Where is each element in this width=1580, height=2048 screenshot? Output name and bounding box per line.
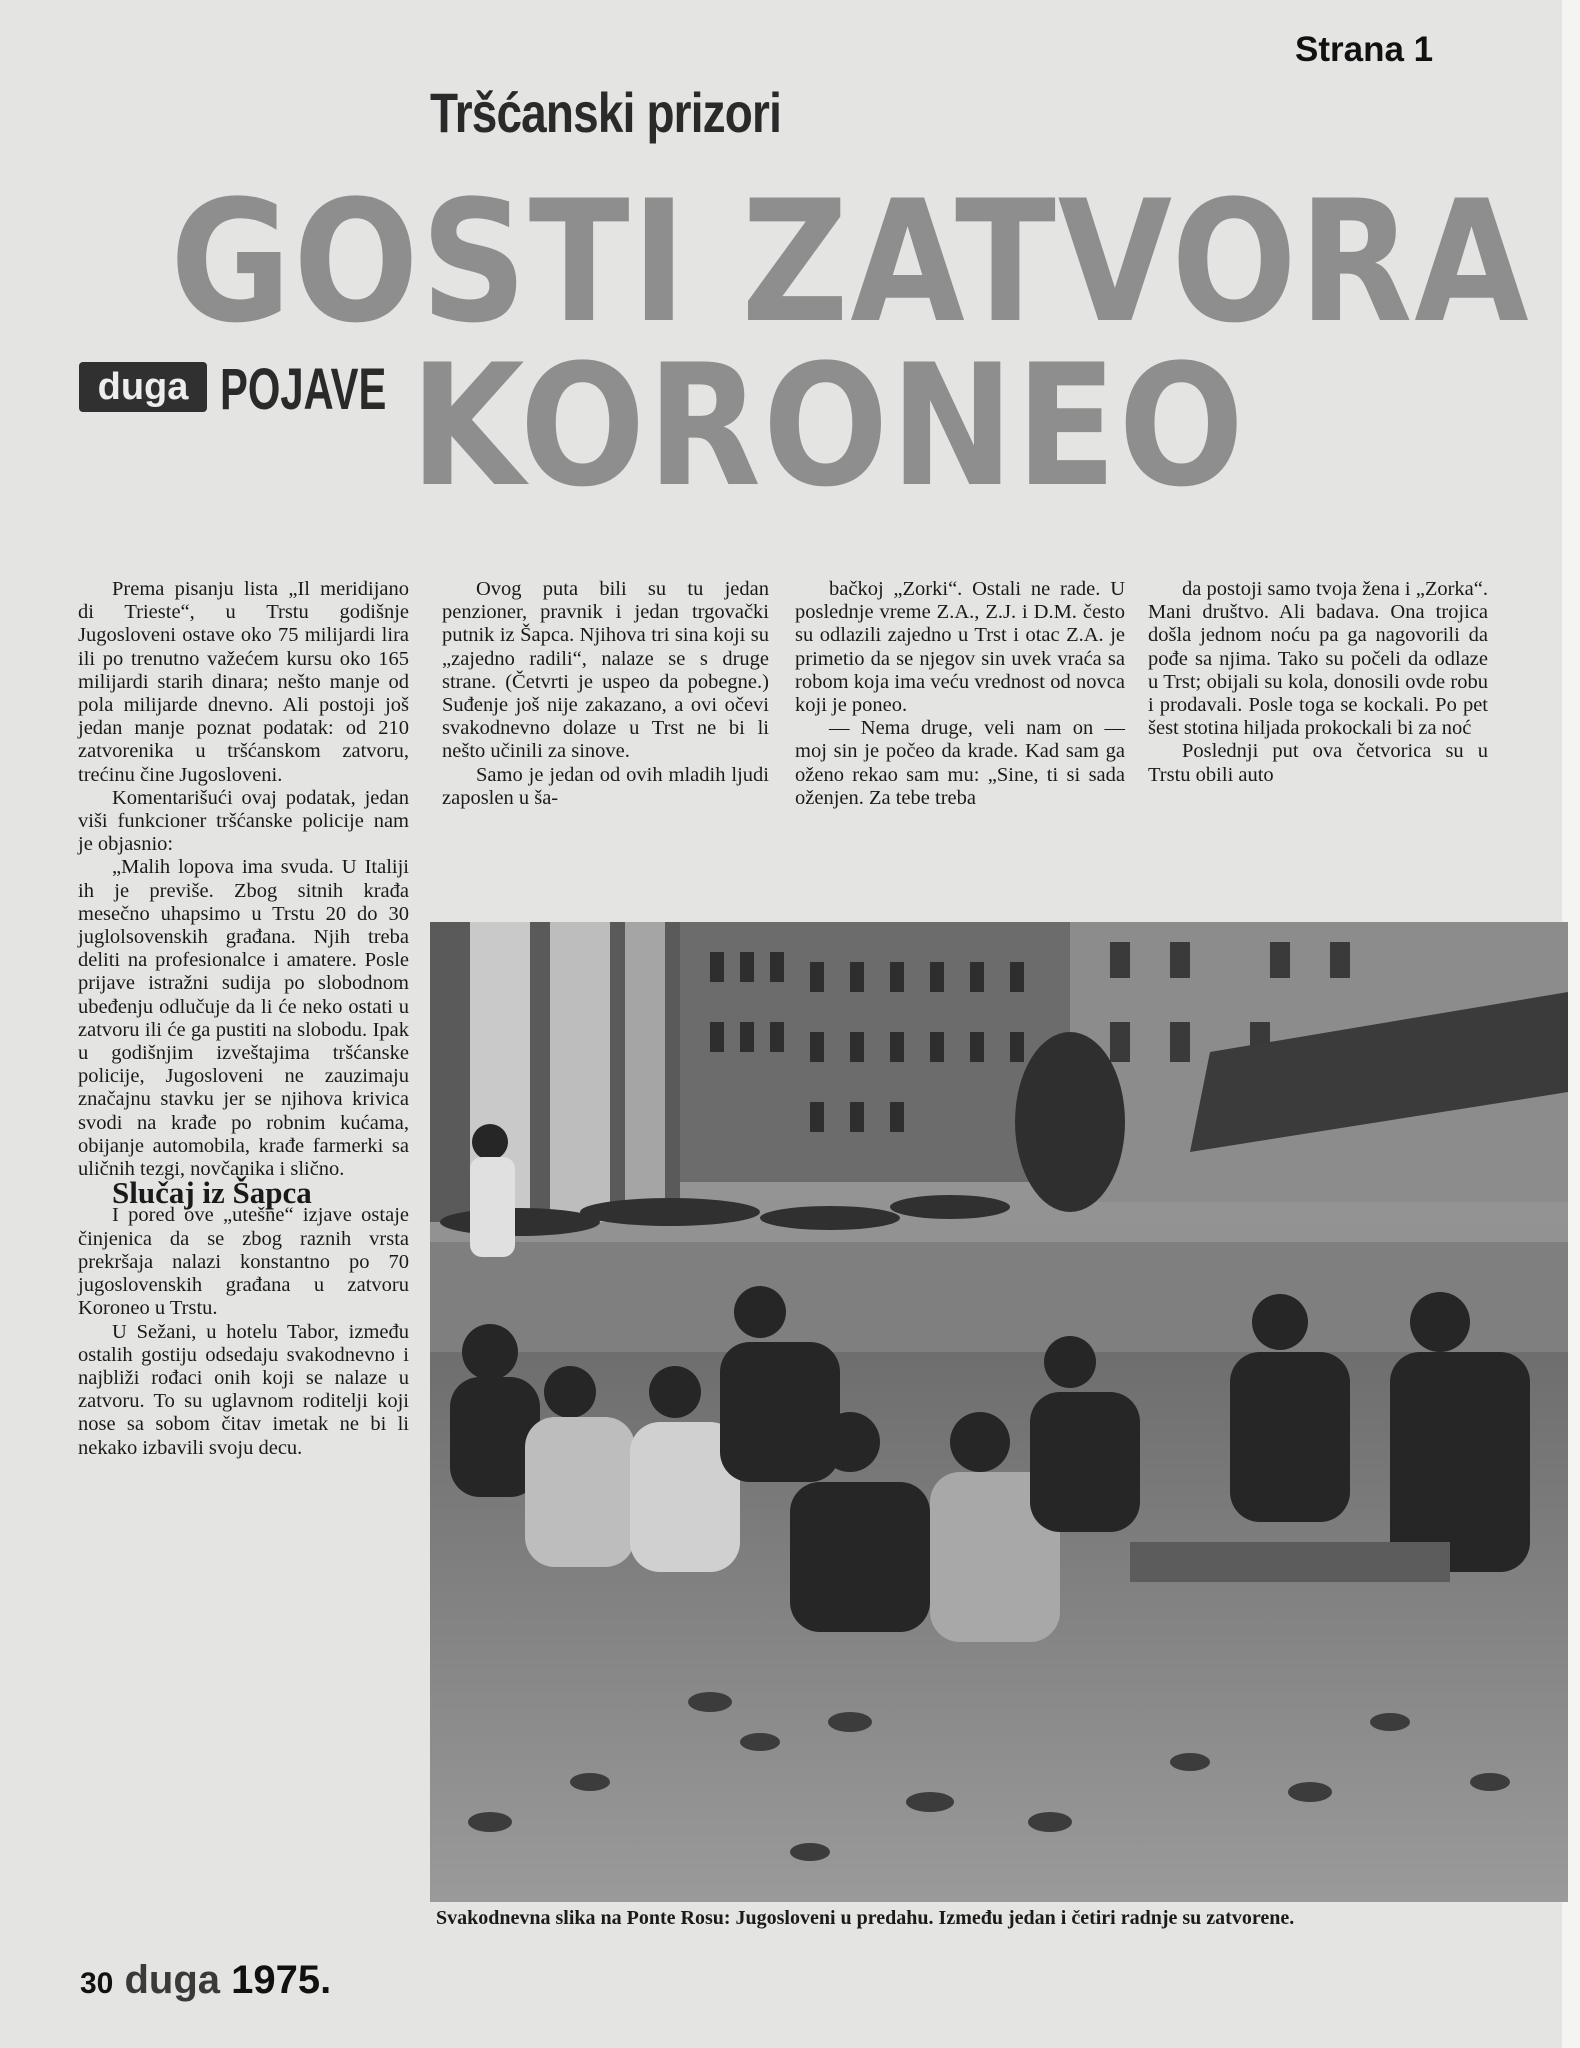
kicker-title: Tršćanski prizori	[430, 81, 782, 144]
paragraph: Poslednji put ova četvorica su u Trstu obili auto	[1148, 740, 1488, 786]
headline-line1: GOSTI ZATVORA	[170, 164, 1531, 360]
photo-of-square-with-people-and-pigeons-icon	[430, 922, 1568, 1902]
paragraph: — Nema druge, veli nam on — moj sin je počeo da krade. Kad sam ga oženo rekao sam mu: „Sine, ti si sada oženjen. Za tebe treba	[795, 717, 1125, 809]
paragraph: Komentarišući ovaj podatak, jedan viši funkcioner tršćanske policije nam je objasnio:	[78, 786, 409, 856]
headline-line2: KORONEO	[410, 328, 1246, 524]
article-photo	[430, 922, 1568, 1902]
article-column-4	[1148, 578, 1488, 787]
paragraph: Samo je jedan od ovih mladih ljudi zaposlen u ša-	[442, 763, 769, 809]
paragraph: bačkoj „Zorki“. Ostali ne rade. U poslednje vreme Z.A., Z.J. i D.M. često su odlazili zajedno u Trst i otac Z.A. je primetio da se njegov sin uvek vraća sa robom koja ima veću vrednost od novca koji je poneo.	[795, 578, 1125, 717]
photo-caption: Svakodnevna slika na Ponte Rosu: Jugosloveni u predahu. Između jedan i četiri radnje su zatvorene.	[436, 1907, 1295, 1929]
footer-brand: duga	[124, 1958, 221, 2002]
article-column-2	[442, 578, 769, 810]
page-number: 30	[80, 1967, 114, 2000]
page-footer	[80, 1958, 331, 2003]
paragraph: Ovog puta bili su tu jedan penzioner, pravnik i jedan trgovački putnik iz Šapca. Njihova tri sina koji su „zajedno radili“, nalaze se s druge strane. (Četvrti je uspeo da pobegne.) Suđenje još nije zakazano, a ovi očevi svakodnevno dolaze u Trst ne bi li nešto učinili za sinove.	[442, 578, 769, 763]
page-label: Strana 1	[1295, 30, 1434, 69]
paragraph: da postoji samo tvoja žena i „Zorka“. Mani društvo. Ali badava. Ona trojica došla jednom noću pa ga nagovorili da pođe sa njima. Tako su počeli da odlaze u Trst; obijali su kola, donosili ovde robu i prodavali. Posle toga se kockali. Po pet šest stotina hiljada prokockali bi za noć	[1148, 578, 1488, 740]
subheading: Slučaj iz Šapca	[112, 1175, 312, 1211]
paragraph: U Sežani, u hotelu Tabor, između ostalih gostiju odsedaju svakodnevno i najbliži rođaci onih koji se nalaze u zatvoru. To su uglavnom roditelji koji nose sa sobom čitav imetak ne bi li nekako izbavili svoju decu.	[78, 1320, 409, 1459]
paragraph: „Malih lopova ima svuda. U Italiji ih je previše. Zbog sitnih krađa mesečno uhapsimo u Trstu 20 do 30 juglolsovenskih građana. Njih treba deliti na profesionalce i amatere. Posle prijave istražni sudija po slobodnom ubeđenju odlučuje da li će neko ostati u zatvoru ili će ga pustiti na slobodu. Ipak u godišnjim izveštajima tršćanske policije, Jugosloveni ne zauzimaju značajnu stavku jer se njihova krivica svodi na krađe po robnim kućama, obijanje automobila, krađe farmerki sa uličnih tezgi, novčanika i slično.	[78, 856, 409, 1181]
article-column-3	[795, 578, 1125, 810]
article-column-1	[78, 578, 409, 1460]
section-name: POJAVE	[220, 357, 387, 422]
paragraph: I pored ove „utešne“ izjave ostaje činjenica da se zbog raznih vrsta prekršaja nalazi konstantno po 70 jugoslovenskih građana u zatvoru Koroneo u Trstu.	[78, 1204, 409, 1320]
footer-year: 1975.	[231, 1958, 332, 2002]
paragraph: Prema pisanju lista „Il meridijano di Trieste“, u Trstu godišnje Jugosloveni ostave oko 75 milijardi lira ili po trenutno važećem kursu oko 165 milijardi starih dinara; nešto manje od pola milijarde dnevno. Ali postoji još jedan manje poznat podatak: od 210 zatvorenika u tršćanskom zatvoru, trećinu čine Jugosloveni.	[78, 578, 409, 786]
magazine-logo: duga	[79, 362, 207, 412]
